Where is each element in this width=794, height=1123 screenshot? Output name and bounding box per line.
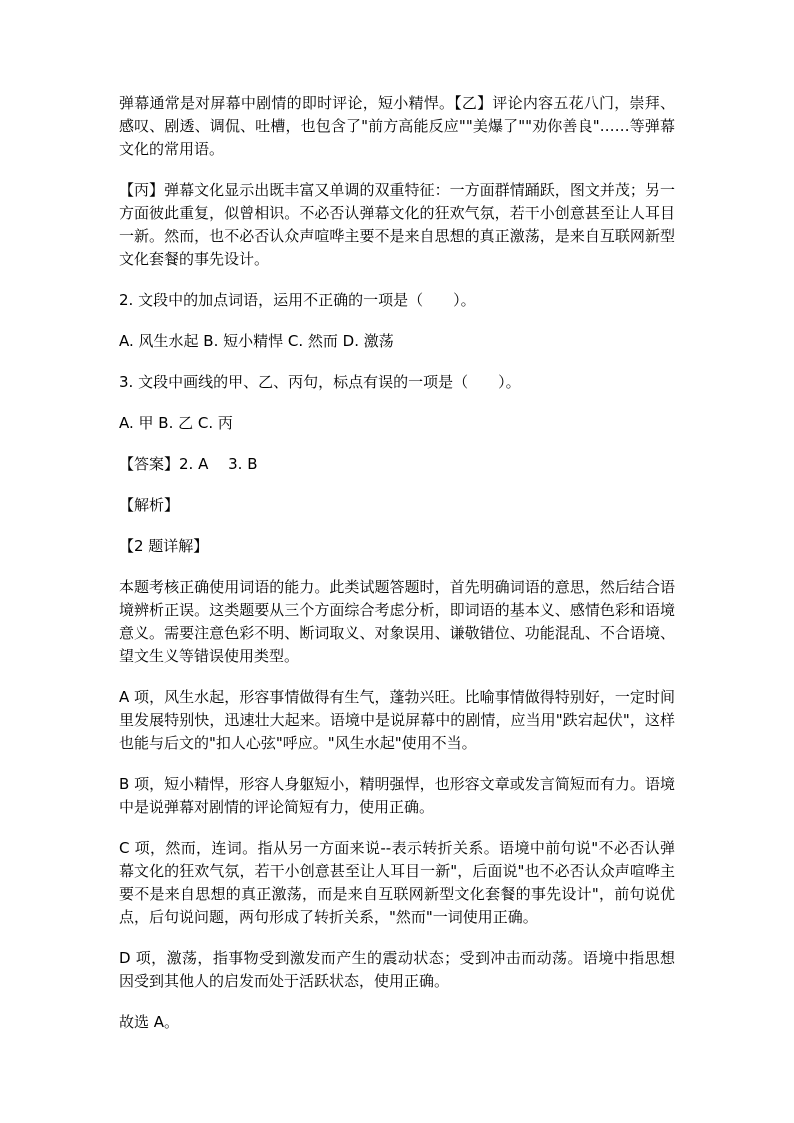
analysis-conclusion: 故选 A。 <box>119 1013 180 1031</box>
analysis-sub-heading: 【2 题详解】 <box>119 537 209 555</box>
question-3: 3. 文段中画线的甲、乙、丙句，标点有误的一项是（ ）。 <box>119 373 521 391</box>
question-2-options: A. 风生水起 B. 短小精悍 C. 然而 D. 激荡 <box>119 332 394 350</box>
analysis-intro: 本题考核正确使用词语的能力。此类试题答题时，首先明确词语的意思，然后结合语境辨析正误。这类题要从三个方面综合考虑分析，即词语的基本义、感情色彩和语境意义。需要注意色彩不明、断词取义、对象误用、谦敬错位、功能混乱、不合语境、望文生义等错误使用类型。 <box>119 578 675 665</box>
passage-paragraph-1: 弹幕通常是对屏幕中剧情的即时评论，短小精悍。【乙】评论内容五花八门，崇拜、感叹、剧透、调侃、吐槽，也包含了"前方高能反应""美爆了""劝你善良"……等弹幕文化的常用语。 <box>119 94 675 158</box>
question-2: 2. 文段中的加点词语，运用不正确的一项是（ ）。 <box>119 291 476 309</box>
analysis-item-c: C 项，然而，连词。指从另一方面来说--表示转折关系。语境中前句说"不必否认弹幕文化的狂欢气氛，若干小创意甚至让人耳目一新"，后面说"也不必否认众声喧哗主要不是来自思想的真正激荡，而是来自互联网新型文化套餐的事先设计"，前句说优点，后句说问题，两句形成了转折关系，"然而"一词使用正确。 <box>119 839 675 926</box>
analysis-item-d: D 项，激荡，指事物受到激发而产生的震动状态；受到冲击而动荡。语境中指思想因受到其他人的启发而处于活跃状态，使用正确。 <box>119 949 675 990</box>
analysis-item-a: A 项，风生水起，形容事情做得有生气，蓬勃兴旺。比喻事情做得特别好，一定时间里发展特别快，迅速壮大起来。语境中是说屏幕中的剧情，应当用"跌宕起伏"，这样也能与后文的"扣人心弦"呼应。"风生水起"使用不当。 <box>119 688 675 752</box>
passage-paragraph-2: 【丙】弹幕文化显示出既丰富又单调的双重特征：一方面群情踊跃，图文并茂；另一方面彼此重复，似曾相识。不必否认弹幕文化的狂欢气氛，若干小创意甚至让人耳目一新。然而，也不必否认众声喧哗主要不是来自思想的真正激荡，是来自互联网新型文化套餐的事先设计。 <box>119 181 675 268</box>
question-3-options: A. 甲 B. 乙 C. 丙 <box>119 414 233 432</box>
analysis-heading: 【解析】 <box>119 496 180 514</box>
document-page <box>119 92 675 1034</box>
answer-label: 【答案】2. A 3. B <box>119 455 258 473</box>
analysis-item-b: B 项，短小精悍，形容人身躯短小，精明强悍，也形容文章或发言简短而有力。语境中是说弹幕对剧情的评论简短有力，使用正确。 <box>119 775 675 816</box>
